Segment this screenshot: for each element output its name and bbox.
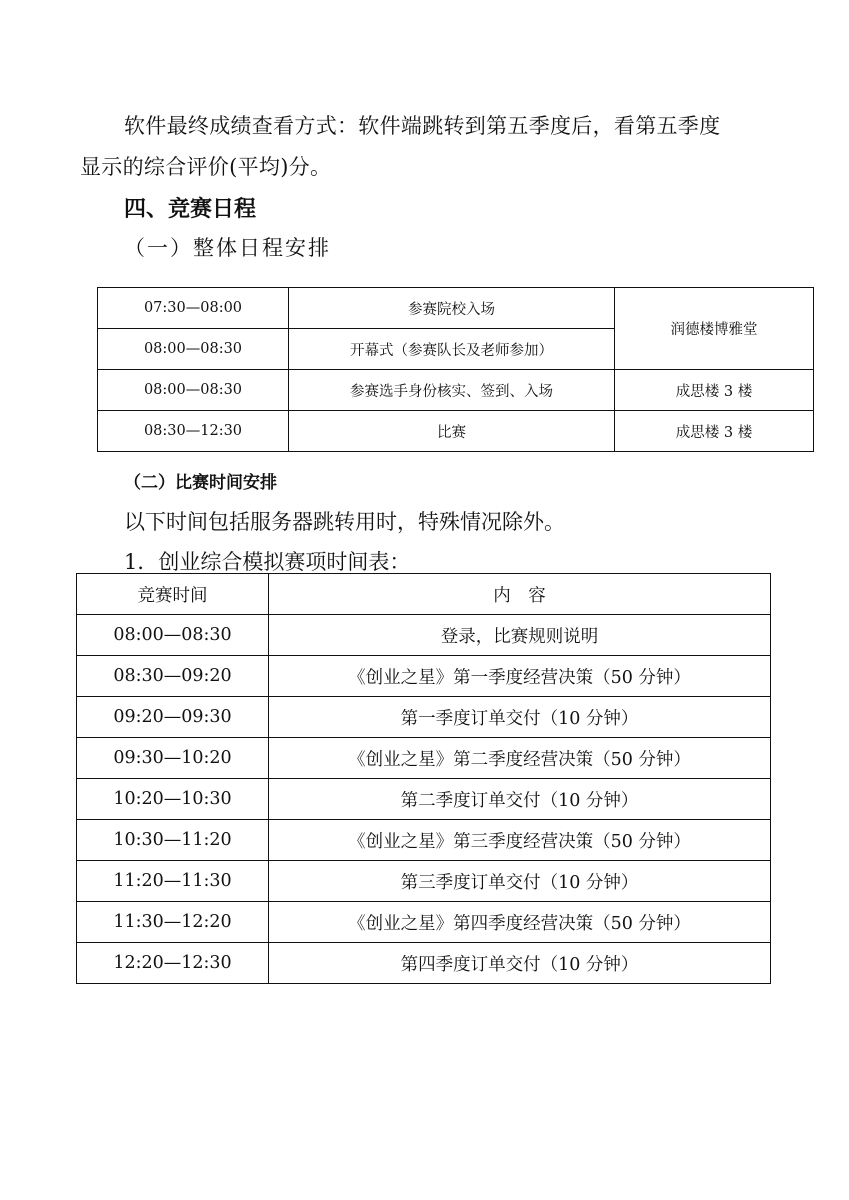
- schedule-event: 开幕式（参赛队长及老师参加）: [289, 329, 615, 370]
- schedule-event: 参赛选手身份核实、签到、入场: [289, 370, 615, 411]
- table-row: [77, 697, 771, 738]
- schedule-event: 比赛: [289, 411, 615, 452]
- table-caption: 1．创业综合模拟赛项时间表：: [124, 550, 411, 574]
- schedule-time: 08:30—12:30: [98, 411, 289, 452]
- row-content: 第三季度订单交付（10 分钟）: [269, 861, 771, 902]
- overall-schedule-table: [97, 287, 814, 452]
- row-content: 登录，比赛规则说明: [269, 615, 771, 656]
- row-time: 12:20—12:30: [77, 943, 269, 984]
- intro-line-1: 软件最终成绩查看方式：软件端跳转到第五季度后，看第五季度: [124, 114, 721, 138]
- schedule-place: 润德楼博雅堂: [615, 288, 814, 370]
- table-row: [77, 779, 771, 820]
- row-content: 《创业之星》第四季度经营决策（50 分钟）: [269, 902, 771, 943]
- row-time: 08:00—08:30: [77, 615, 269, 656]
- row-time: 10:30—11:20: [77, 820, 269, 861]
- schedule-time: 08:00—08:30: [98, 370, 289, 411]
- competition-timeline-table: [76, 573, 771, 984]
- header-content: 内 容: [269, 574, 771, 615]
- section-title: 四、竞赛日程: [124, 197, 257, 222]
- row-content: 《创业之星》第三季度经营决策（50 分钟）: [269, 820, 771, 861]
- intro-line-2: 显示的综合评价(平均)分。: [80, 155, 332, 179]
- schedule-place: 成思楼 3 楼: [615, 370, 814, 411]
- schedule-event: 参赛院校入场: [289, 288, 615, 329]
- row-time: 09:20—09:30: [77, 697, 269, 738]
- row-content: 第二季度订单交付（10 分钟）: [269, 779, 771, 820]
- row-time: 08:30—09:20: [77, 656, 269, 697]
- table-row: [77, 615, 771, 656]
- schedule-time: 08:00—08:30: [98, 329, 289, 370]
- row-content: 第一季度订单交付（10 分钟）: [269, 697, 771, 738]
- table-row: [77, 820, 771, 861]
- table-row: [98, 411, 814, 452]
- header-time: 竞赛时间: [77, 574, 269, 615]
- row-time: 09:30—10:20: [77, 738, 269, 779]
- schedule-time: 07:30—08:00: [98, 288, 289, 329]
- subsection-title-competition: （二）比赛时间安排: [124, 473, 277, 493]
- subsection-title-overall: （一）整体日程安排: [124, 236, 331, 260]
- row-time: 11:20—11:30: [77, 861, 269, 902]
- table-header-row: [77, 574, 771, 615]
- table-row: [77, 738, 771, 779]
- table-row: [77, 861, 771, 902]
- table-row: [77, 656, 771, 697]
- row-content: 《创业之星》第一季度经营决策（50 分钟）: [269, 656, 771, 697]
- time-note: 以下时间包括服务器跳转用时，特殊情况除外。: [124, 510, 565, 534]
- table-row: [98, 370, 814, 411]
- row-time: 10:20—10:30: [77, 779, 269, 820]
- row-time: 11:30—12:20: [77, 902, 269, 943]
- schedule-place: 成思楼 3 楼: [615, 411, 814, 452]
- row-content: 第四季度订单交付（10 分钟）: [269, 943, 771, 984]
- table-row: [77, 943, 771, 984]
- table-row: [77, 902, 771, 943]
- table-row: [98, 288, 814, 329]
- row-content: 《创业之星》第二季度经营决策（50 分钟）: [269, 738, 771, 779]
